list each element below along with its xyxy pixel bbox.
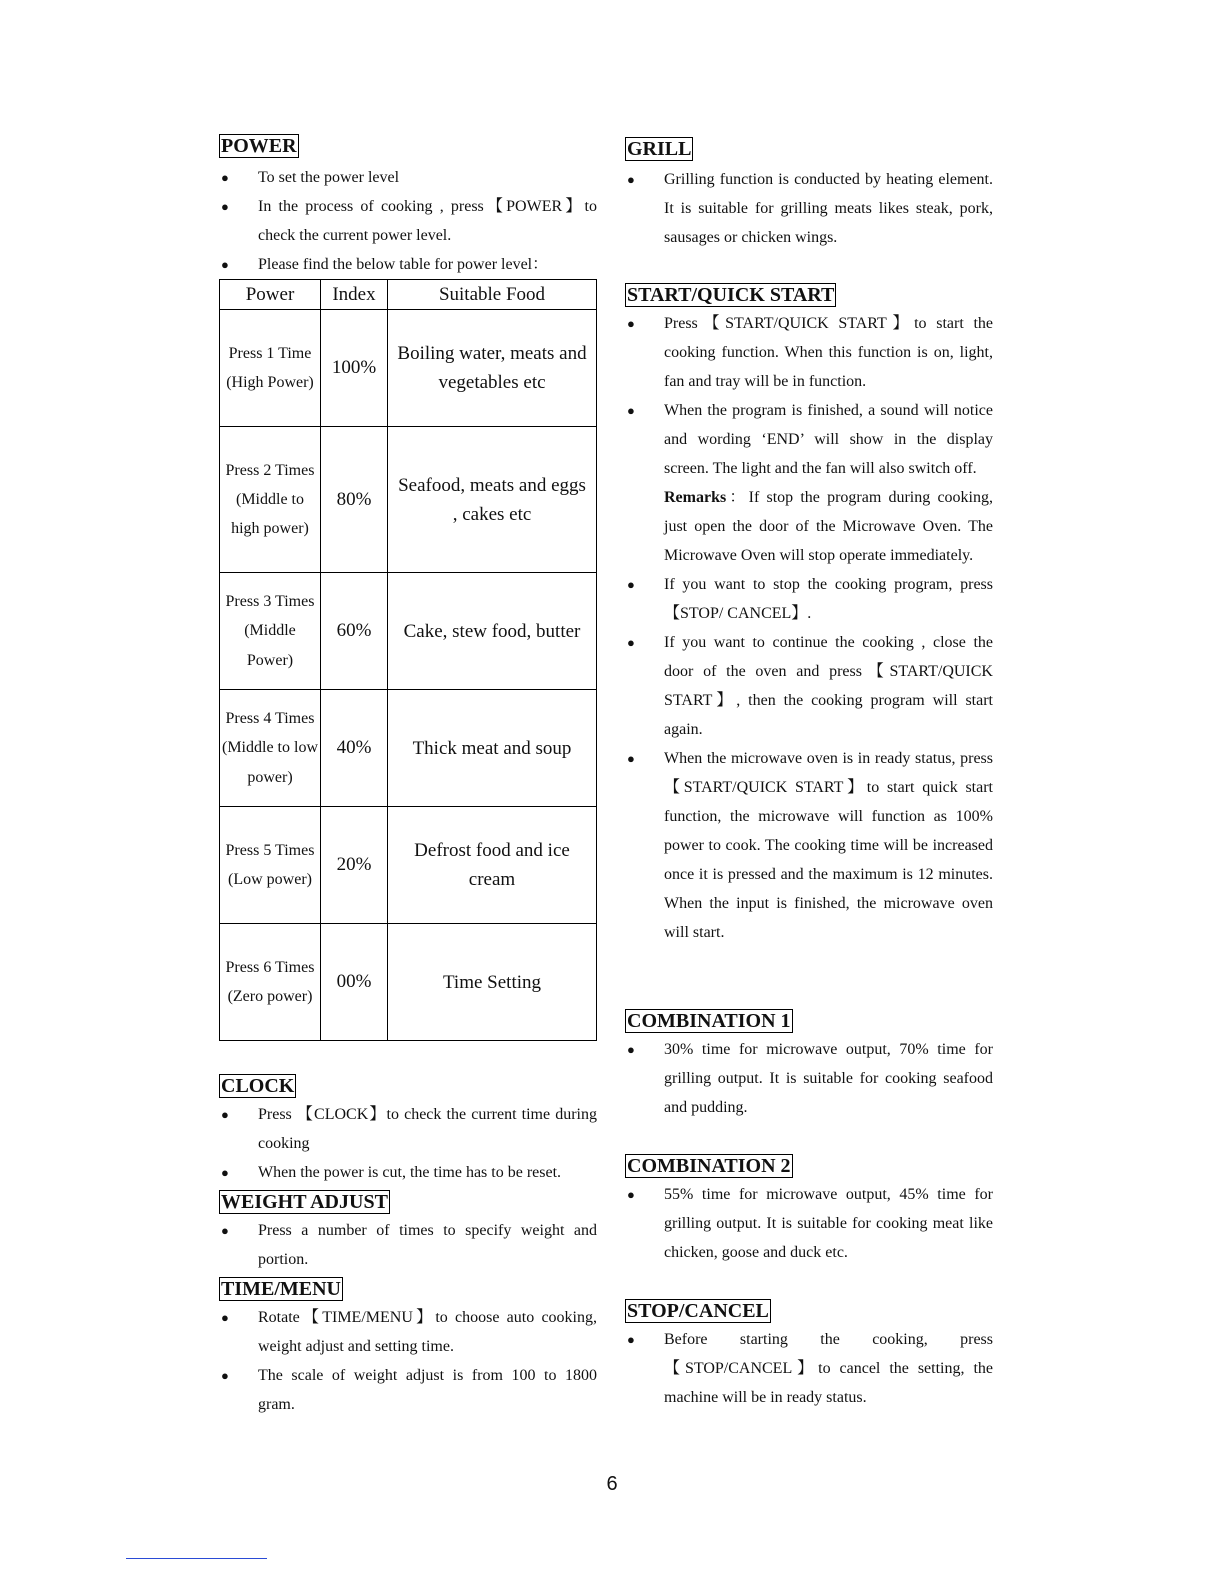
index-cell: 60% — [321, 573, 388, 690]
food-cell: Thick meat and soup — [388, 690, 597, 807]
weight-adjust-heading: WEIGHT ADJUST — [221, 1191, 388, 1213]
page-number: 6 — [606, 1473, 618, 1495]
clock-section — [219, 1074, 597, 1187]
stop-cancel-heading: STOP/CANCEL — [627, 1300, 769, 1322]
list-item: ● Press a number of times to specify weight and portion. — [219, 1216, 597, 1274]
power-section — [219, 134, 597, 279]
list-item: ● When the power is cut, the time has to be reset. — [219, 1158, 597, 1187]
weight-adjust-bullets — [219, 1216, 597, 1274]
power-cell: Press 3 Times (Middle Power) — [220, 573, 321, 690]
power-heading: POWER — [221, 135, 297, 157]
food-cell: Boiling water, meats and vegetables etc — [388, 310, 597, 427]
time-menu-section — [219, 1277, 597, 1419]
footer-divider — [126, 1558, 267, 1559]
index-cell: 100% — [321, 310, 388, 427]
time-menu-heading: TIME/MENU — [221, 1278, 341, 1300]
list-item: ● If you want to continue the cooking , close the door of the oven and press【START/QUICK START】, then the cooking program will start again. — [625, 628, 993, 744]
grill-heading: GRILL — [627, 138, 692, 160]
power-cell: Press 4 Times (Middle to low power) — [220, 690, 321, 807]
list-item: ● Rotate【TIME/MENU】to choose auto cooking, weight adjust and setting time. — [219, 1303, 597, 1361]
table-row — [220, 924, 597, 1041]
column-header-food: Suitable Food — [388, 280, 597, 310]
start-bullet-text: When the program is finished, a sound will notice and wording ‘END’ will show in the display screen. The light and the fan will also switch off. — [664, 402, 993, 477]
food-cell: Cake, stew food, butter — [388, 573, 597, 690]
table-row — [220, 310, 597, 427]
start-bullets — [625, 309, 993, 947]
power-bullets — [219, 163, 597, 279]
table-header-row — [220, 280, 597, 310]
combination2-heading: COMBINATION 2 — [627, 1155, 791, 1177]
table-row — [220, 573, 597, 690]
index-cell: 20% — [321, 807, 388, 924]
power-cell: Press 2 Times (Middle to high power) — [220, 427, 321, 573]
food-cell: Defrost food and ice cream — [388, 807, 597, 924]
start-section — [625, 283, 993, 947]
grill-section — [625, 137, 993, 252]
index-cell: 80% — [321, 427, 388, 573]
food-cell: Seafood, meats and eggs , cakes etc — [388, 427, 597, 573]
list-item: ● To set the power level — [219, 163, 597, 192]
food-cell: Time Setting — [388, 924, 597, 1041]
stop-cancel-bullets — [625, 1325, 993, 1412]
list-item: ● In the process of cooking , press【POWER】to check the current power level. — [219, 192, 597, 250]
table-row — [220, 427, 597, 573]
remarks-label: Remarks — [664, 489, 727, 506]
power-cell: Press 6 Times (Zero power) — [220, 924, 321, 1041]
list-item: ● Grilling function is conducted by heating element. It is suitable for grilling meats likes steak, pork, sausages or chicken wings. — [625, 165, 993, 252]
remarks-note — [664, 483, 993, 570]
index-cell: 00% — [321, 924, 388, 1041]
list-item: ● 55% time for microwave output, 45% time for grilling output. It is suitable for cooking meat like chicken, goose and duck etc. — [625, 1180, 993, 1267]
remarks-text: ：If stop the program during cooking, just open the door of the Microwave Oven. The Microwave Oven will stop operate immediately. — [664, 489, 993, 564]
combination2-section — [625, 1154, 993, 1267]
combination1-bullets — [625, 1035, 993, 1122]
stop-cancel-section — [625, 1299, 993, 1412]
list-item: ● The scale of weight adjust is from 100 to 1800 gram. — [219, 1361, 597, 1419]
list-item: ● If you want to stop the cooking program, press 【STOP/ CANCEL】. — [625, 570, 993, 628]
power-level-table — [219, 279, 597, 1041]
table-row — [220, 807, 597, 924]
table-row — [220, 690, 597, 807]
list-item: ● When the microwave oven is in ready status, press 【START/QUICK START】to start quick start function, the microwave will function as 100% power to cook. The cooking time will be increased once it is pressed and the maximum is 12 minutes. When the input is finished, the microwave oven will start. — [625, 744, 993, 947]
grill-bullets — [625, 165, 993, 252]
list-item: ● Please find the below table for power level： — [219, 250, 597, 279]
combination1-heading: COMBINATION 1 — [627, 1010, 791, 1032]
list-item: ● Before starting the cooking, press 【STOP/CANCEL】to cancel the setting, the machine will be in ready status. — [625, 1325, 993, 1412]
list-item — [625, 396, 993, 570]
column-header-index: Index — [321, 280, 388, 310]
index-cell: 40% — [321, 690, 388, 807]
combination1-section — [625, 1009, 993, 1122]
time-menu-bullets — [219, 1303, 597, 1419]
list-item: ● 30% time for microwave output, 70% time for grilling output. It is suitable for cooking seafood and pudding. — [625, 1035, 993, 1122]
clock-bullets — [219, 1100, 597, 1187]
start-heading: START/QUICK START — [627, 284, 835, 306]
clock-heading: CLOCK — [221, 1075, 295, 1097]
list-item: ● Press【START/QUICK START】to start the cooking function. When this function is on, light, fan and tray will be in function. — [625, 309, 993, 396]
weight-adjust-section — [219, 1190, 597, 1274]
power-cell: Press 1 Time (High Power) — [220, 310, 321, 427]
column-header-power: Power — [220, 280, 321, 310]
list-item: ● Press 【CLOCK】to check the current time during cooking — [219, 1100, 597, 1158]
power-cell: Press 5 Times (Low power) — [220, 807, 321, 924]
combination2-bullets — [625, 1180, 993, 1267]
